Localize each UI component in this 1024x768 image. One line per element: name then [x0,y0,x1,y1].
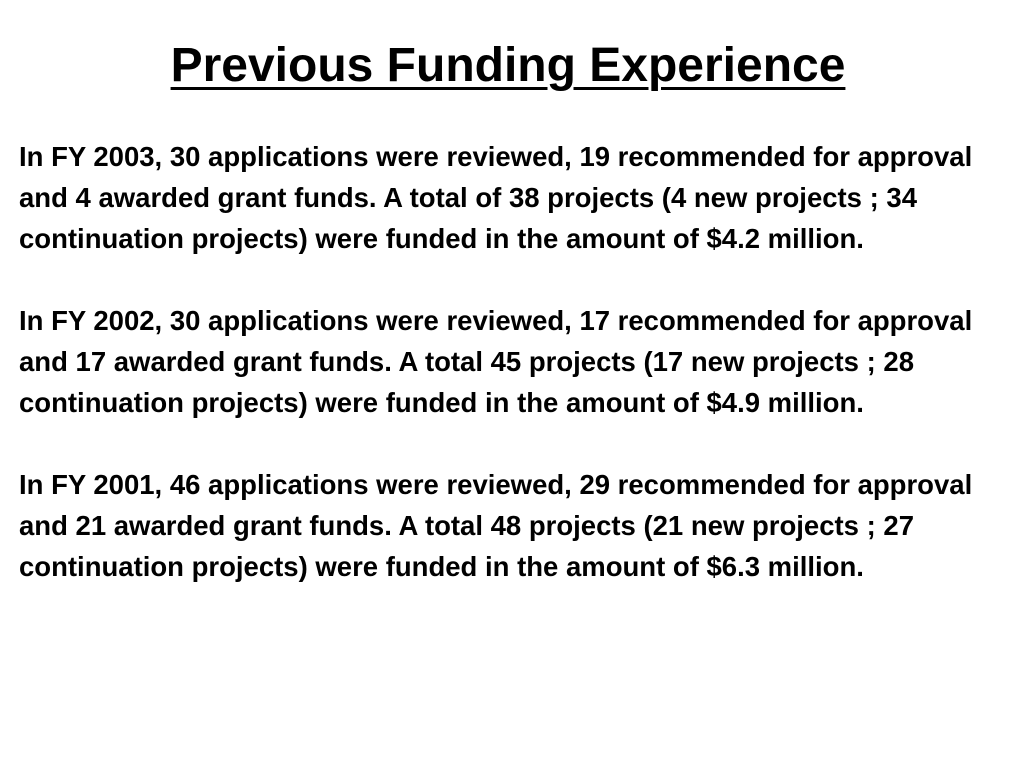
slide-body [19,136,1009,628]
slide-title: Previous Funding Experience [170,39,846,92]
paragraph-fy2003: In FY 2003, 30 applications were reviewed, 19 recommended for approval and 4 awarded grant funds. A total of 38 projects (4 new projects ; 34 continuation projects) were funded in the amount of $4.2 million. [19,141,973,254]
paragraph-fy2002: In FY 2002, 30 applications were reviewed, 17 recommended for approval and 17 awarded grant funds. A total 45 projects (17 new projects ; 28 continuation projects) were funded in the amount of $4.9 million. [19,305,973,418]
paragraph-fy2001: In FY 2001, 46 applications were reviewed, 29 recommended for approval and 21 awarded grant funds. A total 48 projects (21 new projects ; 27 continuation projects) were funded in the amount of $6.3 million. [19,469,973,582]
